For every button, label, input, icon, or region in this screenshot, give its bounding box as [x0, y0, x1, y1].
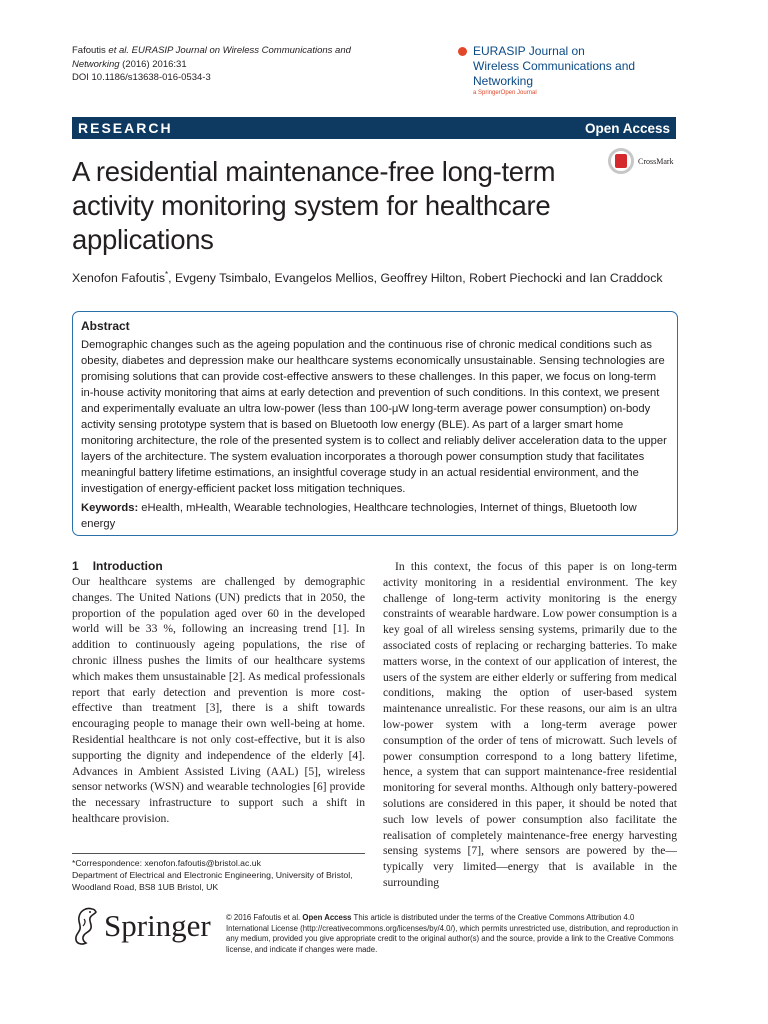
abstract-heading: Abstract: [81, 319, 130, 333]
author-list: [72, 267, 692, 286]
correspondence-footnote: [72, 853, 365, 893]
publisher-logo: [72, 905, 211, 947]
article-title: A residential maintenance-free long-term activity monitoring system for healthcare applications: [72, 156, 556, 255]
citation-doi[interactable]: DOI 10.1186/s13638-016-0534-3: [72, 72, 211, 83]
body-column-right: [383, 559, 677, 891]
intro-paragraph-left: Our healthcare systems are challenged by demographic changes. The United Nations (UN) predicts that in 2050, the proportion of the population aged over 60 in the developed world will be 33 %, following an increasing trend [1]. In addition to continuously ageing populations, the rise of chronic illness pushes the limits of our healthcare systems which makes them unsustainable [2]. As medical professionals report that early detection and prevention is more cost-effective than treatment [3], there is a shift towards encouraging people to manage their own well-being at home. Residential healthcare is not only cost-effective, but it is also supporting the dignity and independence of the elderly [4]. Advances in Ambient Assisted Living (AAL) [5], wireless sensor networks (WSN) and wearable technologies [6] provide the necessary infrastructure to support such a shift in healthcare provision.: [72, 575, 365, 825]
keywords-label: Keywords:: [81, 502, 139, 514]
journal-logo-icon: [458, 47, 467, 56]
article-type-label: RESEARCH: [78, 120, 173, 136]
abstract-box: [72, 311, 678, 536]
intro-paragraph-right: In this context, the focus of this paper is on long-term activity monitoring in a residential environment. The key challenge of long-term activity monitoring is the energy constraints of wearable hardware. Low power consumption is a key goal of all wireless sensing systems, primarily due to the associated costs of replacing or recharging batteries. To make matters worse, in the context of our application of interest, the users of the system are either elderly or suffering from medical conditions, making the option of user-based system maintenance unrealistic. For these reasons, our aim is an ultra low-power system with a long-term average power consumption of the order of tens of microwatt. Such levels of power consumption correspond to a long battery lifetime, hence, a system that can support maintenance-free residential monitoring for several months. Although only battery-powered solutions are considered in this paper, it should be noted that such low levels of power consumption also facilitate the realisation of completely maintenance-free energy harvesting sensing systems [7], where sensors are powered by the—typically very limited—energy that is available in the surrounding: [383, 560, 677, 889]
first-author[interactable]: Xenofon Fafoutis: [72, 271, 165, 286]
citation-etal: et al.: [105, 45, 130, 56]
journal-name-line1: EURASIP Journal on: [473, 44, 585, 58]
crossmark-label: CrossMark: [638, 156, 674, 166]
keywords-list: eHealth, mHealth, Wearable technologies, Healthcare technologies, Internet of things, Bluetooth low energy: [81, 502, 637, 530]
citation-authors: Fafoutis: [72, 45, 106, 56]
abstract-text: Demographic changes such as the ageing population and the continuous rise of chronic medical conditions such as obesity, diabetes and depression make our healthcare systems economically unsustainable. Sensing technologies are promising solutions that can provide cost-effective answers to these challenges. In this paper, we focus on long-term in-house activity monitoring that aims at early detection and prevention of such conditions. In this context, we present and experimentally evaluate an ultra low-power (less than 100-μW long-term average power consumption) on-body activity sensing prototype system that is based on Bluetooth low energy (BLE). As part of a larger smart home monitoring architecture, the role of the presented system is to collect and reliably deliver acceleration data to the upper layers of the architecture. The system evaluation incorporates a thorough power consumption study that facilitates meaningful battery lifetime estimations, an insightful coverage study in an actual residential environment, and the investigation of energy-efficient packet loss mitigation techniques.: [81, 339, 667, 495]
citation-year: (2016) 2016:31: [122, 58, 187, 70]
springer-horse-icon: [72, 905, 98, 947]
journal-name-line2: Wireless Communications and Networking: [473, 59, 636, 88]
article-citation: [72, 44, 372, 85]
section-heading: [72, 559, 365, 574]
journal-logo[interactable]: [458, 44, 688, 96]
license-text: This article is distributed under the terms of the Creative Commons Attribution 4.0 International License (http://creativecommons.org/licenses/by/4.0/), which permits unrestricted use, distribution, and reproduction in any medium, provided you give appropriate credit to the original author(s) and the source, provide a link to the Creative Commons license, and indicate if changes were made.: [226, 913, 679, 954]
body-column-left: [72, 559, 365, 827]
article-type-banner: [72, 117, 676, 139]
copyright-text: © 2016 Fafoutis et al.: [226, 913, 303, 922]
license-open-access: Open Access: [302, 913, 352, 922]
journal-publisher-tagline: a SpringerOpen Journal: [473, 90, 537, 96]
section-number: 1: [72, 559, 79, 573]
correspondence-email[interactable]: *Correspondence: xenofon.fafoutis@bristol.ac.uk: [72, 858, 261, 868]
corresponding-author-mark: *: [164, 270, 169, 279]
author-affiliation: Department of Electrical and Electronic Engineering, University of Bristol, Woodland Road, BS8 1UB Bristol, UK: [72, 870, 353, 892]
section-title: Introduction: [92, 559, 163, 573]
keywords: [81, 500, 669, 532]
other-authors: , Evgeny Tsimbalo, Evangelos Mellios, Geoffrey Hilton, Robert Piechocki and Ian Craddock: [168, 271, 663, 286]
crossmark-icon: [608, 148, 634, 174]
citation-journal: EURASIP Journal on Wireless Communications and Networking: [72, 45, 351, 70]
license-statement: [226, 913, 678, 955]
open-access-label: Open Access: [584, 120, 670, 136]
publisher-name: Springer: [104, 908, 211, 943]
crossmark-badge[interactable]: [608, 148, 674, 174]
